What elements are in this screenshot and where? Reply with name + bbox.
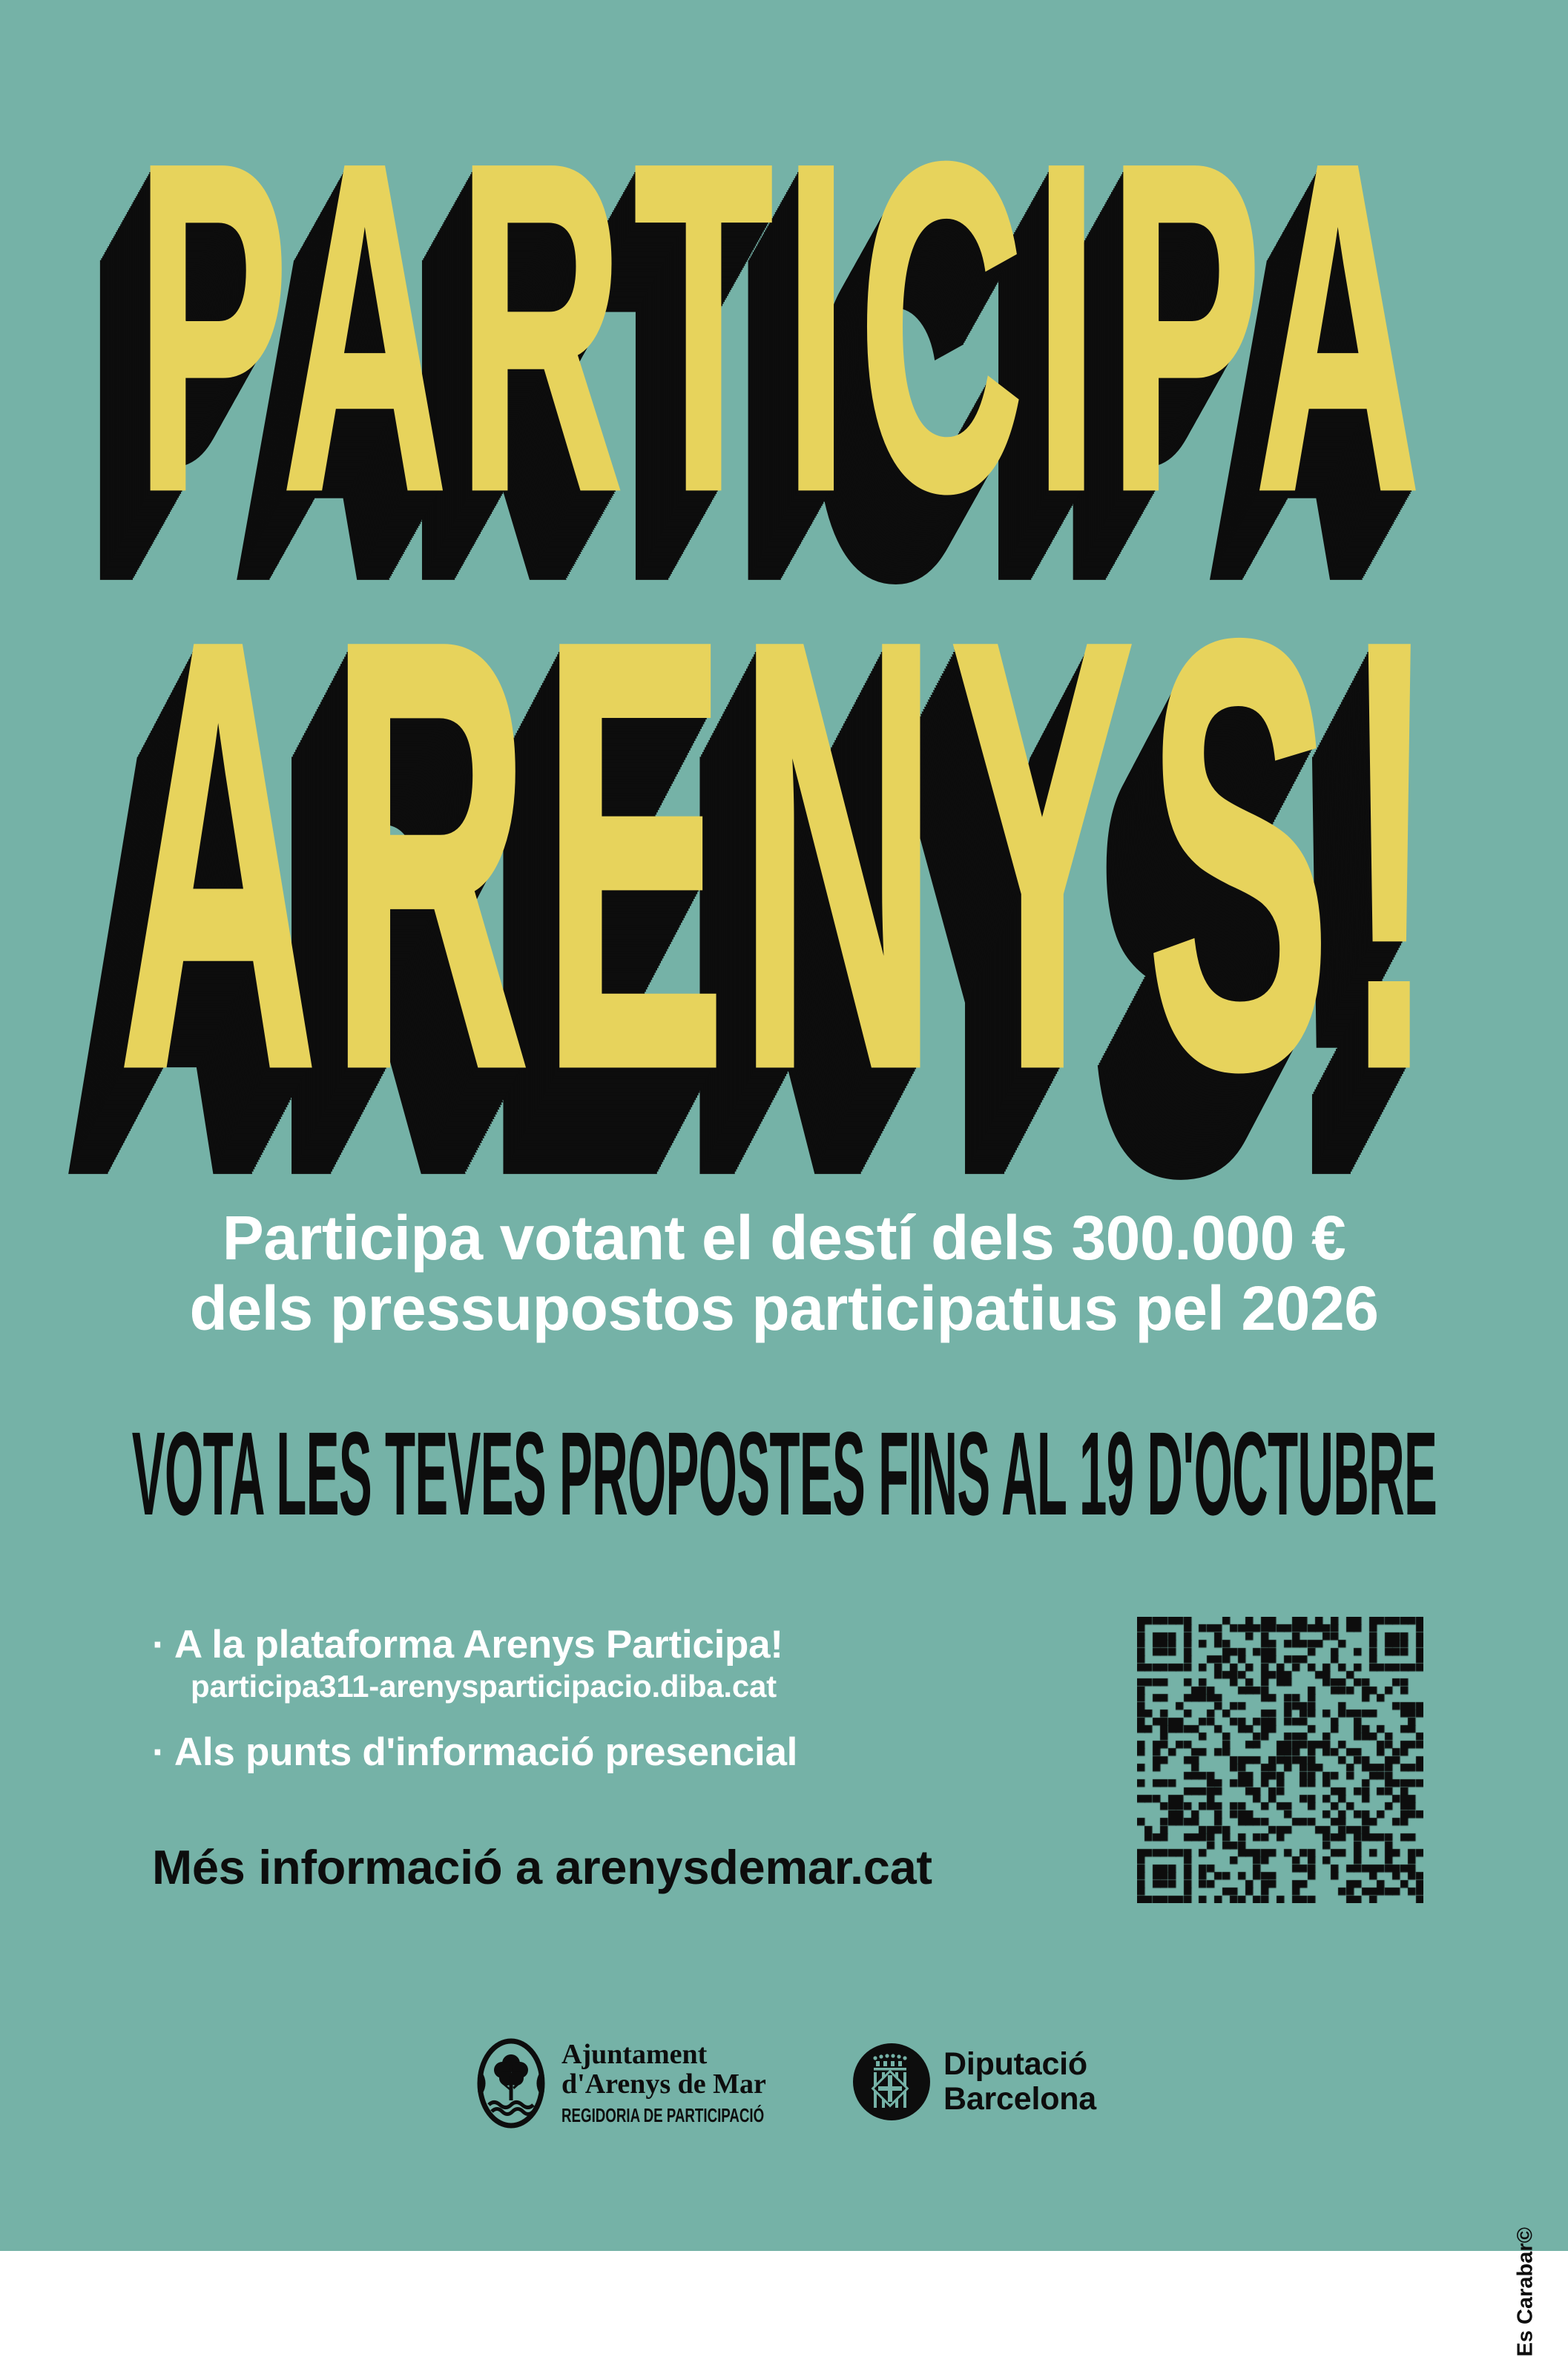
intro-paragraph <box>0 1203 1568 1344</box>
channel-inperson-label: · Als punts d'informació presencial <box>152 1730 798 1774</box>
intro-line-1: Participa votant el destí dels 300.000 € <box>222 1203 1346 1273</box>
poster-title-line-1 <box>0 69 1568 588</box>
diputacio-name-line-1: Diputació <box>943 2046 1087 2082</box>
title-participa: PARTICIPA <box>136 69 1432 588</box>
diputacio-name-line-2: Barcelona <box>943 2081 1096 2117</box>
deadline-headline: VOTA LES TEVES PROPOSTES FINS AL 19 D'OCTUBRE <box>131 1407 1437 1540</box>
ajuntament-logo-text <box>561 2040 843 2125</box>
ajuntament-department: REGIDORIA DE PARTICIPACIÓ <box>561 2104 765 2126</box>
diputacio-logo-text <box>943 2047 1096 2117</box>
more-info-text: Més informació a arenysdemar.cat <box>152 1840 932 1894</box>
qr-code <box>1137 1617 1423 1903</box>
diputacio-crest-icon <box>851 2043 932 2121</box>
ajuntament-name-line-1: Ajuntament <box>561 2039 708 2070</box>
deadline-headline-wrap <box>0 1407 1568 1540</box>
poster-title-line-2 <box>0 518 1568 1195</box>
channel-platform-url: participa311-arenysparticipacio.diba.cat <box>191 1669 777 1704</box>
ajuntament-crest-icon <box>477 2038 545 2129</box>
studio-credit: Es Carabar© <box>1514 2227 1538 2357</box>
ajuntament-name-line-2: d'Arenys de Mar <box>561 2068 766 2100</box>
channel-platform-label: · A la plataforma Arenys Participa! <box>152 1623 783 1667</box>
intro-line-2: dels pressupostos participatius pel 2026 <box>189 1273 1379 1343</box>
title-arenys: ARENYS! <box>119 518 1449 1195</box>
